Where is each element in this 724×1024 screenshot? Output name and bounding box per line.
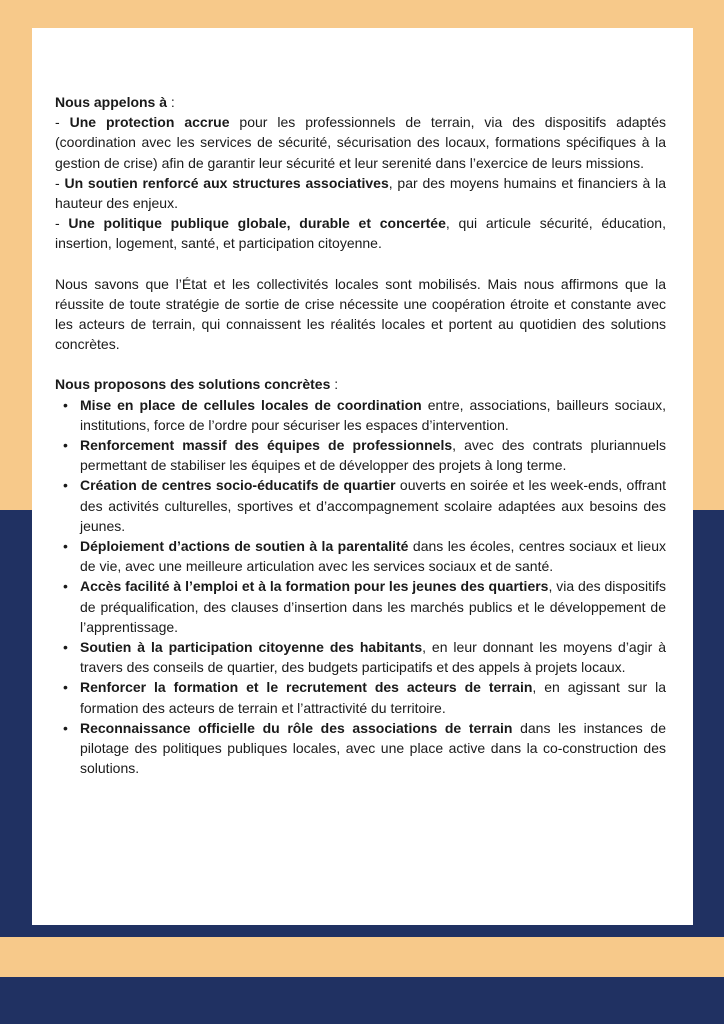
list-item-text: , en agissant sur la formation des acteurs de terrain et l’attractivité du territoire. <box>80 679 667 716</box>
list-item <box>63 536 666 576</box>
list-item <box>63 475 666 536</box>
proposals-heading-suffix: : <box>330 376 339 393</box>
list-item <box>63 677 667 717</box>
proposals-list <box>55 395 666 779</box>
background-lower-stripe <box>0 937 724 977</box>
call-heading-line <box>55 92 666 112</box>
call-item <box>55 213 666 253</box>
call-item <box>55 112 666 173</box>
list-item <box>63 395 666 435</box>
middle-paragraph: Nous savons que l’État et les collectivités locales sont mobilisés. Mais nous affirmons que la réussite de toute stratégie de sortie de crise nécessite une coopération étroite et constante avec les acteurs de terrain, qui connaissent les réalités locales et portent au quotidien des solutions concrètes. <box>55 275 666 353</box>
list-item <box>63 637 666 677</box>
call-item-text: pour les professionnels de terrain, via des dispositifs adaptés (coordination avec les services de sécurité, sécurisation des locaux, formations spécifiques à la gestion de crise) afin de garantir leur sécurité et leur serenité dans l’exercice de leurs missions. <box>55 114 666 171</box>
proposals-heading-line <box>55 374 666 394</box>
bullet-icon: • <box>63 477 68 494</box>
call-item-bold: Une politique publique globale, durable et concertée <box>68 215 446 232</box>
proposals-heading: Nous proposons des solutions concrètes <box>55 376 331 393</box>
call-item-text: , qui articule sécurité, éducation, insertion, logement, santé, et participation citoyenne. <box>55 215 666 252</box>
list-item-text: , avec des contrats pluriannuels permettant de stabiliser les équipes et de développer des projets à long terme. <box>80 437 666 474</box>
call-item-prefix: - <box>55 215 69 232</box>
call-heading-suffix: : <box>167 94 175 110</box>
list-item-bold: Renforcer la formation et le recrutement des acteurs de terrain <box>80 679 533 696</box>
bullet-icon: • <box>63 719 68 736</box>
document-page <box>32 28 693 925</box>
list-item-bold: Reconnaissance officielle du rôle des associations de terrain <box>80 719 513 736</box>
list-item-text: , via des dispositifs de préqualification, des clauses d’insertion dans les marchés publics et le développement de l’apprentissage. <box>80 578 666 635</box>
list-item <box>63 435 666 475</box>
bullet-icon: • <box>63 578 68 595</box>
bullet-icon: • <box>63 396 68 413</box>
list-item-text: entre, associations, bailleurs sociaux, institutions, force de l’ordre pour sécuriser les espaces d’intervention. <box>80 396 666 433</box>
list-item <box>63 576 666 637</box>
call-item <box>55 173 666 213</box>
bullet-icon: • <box>63 437 68 454</box>
spacer <box>55 254 666 274</box>
list-item-bold: Création de centres socio-éducatifs de quartier <box>80 477 396 494</box>
list-item-text: dans les instances de pilotage des politiques publiques locales, avec une place active dans la co-construction des solutions. <box>80 719 666 777</box>
list-item-text: dans les écoles, centres sociaux et lieux de vie, avec une meilleure articulation avec les services sociaux et de santé. <box>80 538 666 575</box>
list-item-text: , en leur donnant les moyens d’agir à travers des conseils de quartier, des budgets participatifs et des appels à projets locaux. <box>80 639 666 676</box>
bullet-icon: • <box>63 538 68 555</box>
bullet-icon: • <box>63 639 68 656</box>
list-item-text: ouverts en soirée et les week-ends, offrant des activités culturelles, sportives et d’accompagnement scolaire adaptées aux besoins des jeunes. <box>80 477 666 534</box>
call-item-bold: Une protection accrue <box>69 114 230 131</box>
bullet-icon: • <box>63 679 68 696</box>
call-item-prefix: - <box>55 174 65 191</box>
list-item <box>63 718 666 779</box>
list-item-bold: Soutien à la participation citoyenne des habitants <box>80 639 423 656</box>
call-heading: Nous appelons à <box>55 94 168 110</box>
call-item-prefix: - <box>55 114 70 131</box>
list-item-bold: Accès facilité à l’emploi et à la formation pour les jeunes des quartiers <box>80 578 549 595</box>
call-item-text: , par des moyens humains et financiers à la hauteur des enjeux. <box>55 174 666 212</box>
spacer <box>55 354 666 374</box>
list-item-bold: Mise en place de cellules locales de coordination <box>80 396 422 413</box>
call-item-bold: Un soutien renforcé aux structures associatives <box>64 174 389 191</box>
list-item-bold: Renforcement massif des équipes de professionnels <box>80 437 453 454</box>
list-item-bold: Déploiement d’actions de soutien à la parentalité <box>80 538 409 555</box>
